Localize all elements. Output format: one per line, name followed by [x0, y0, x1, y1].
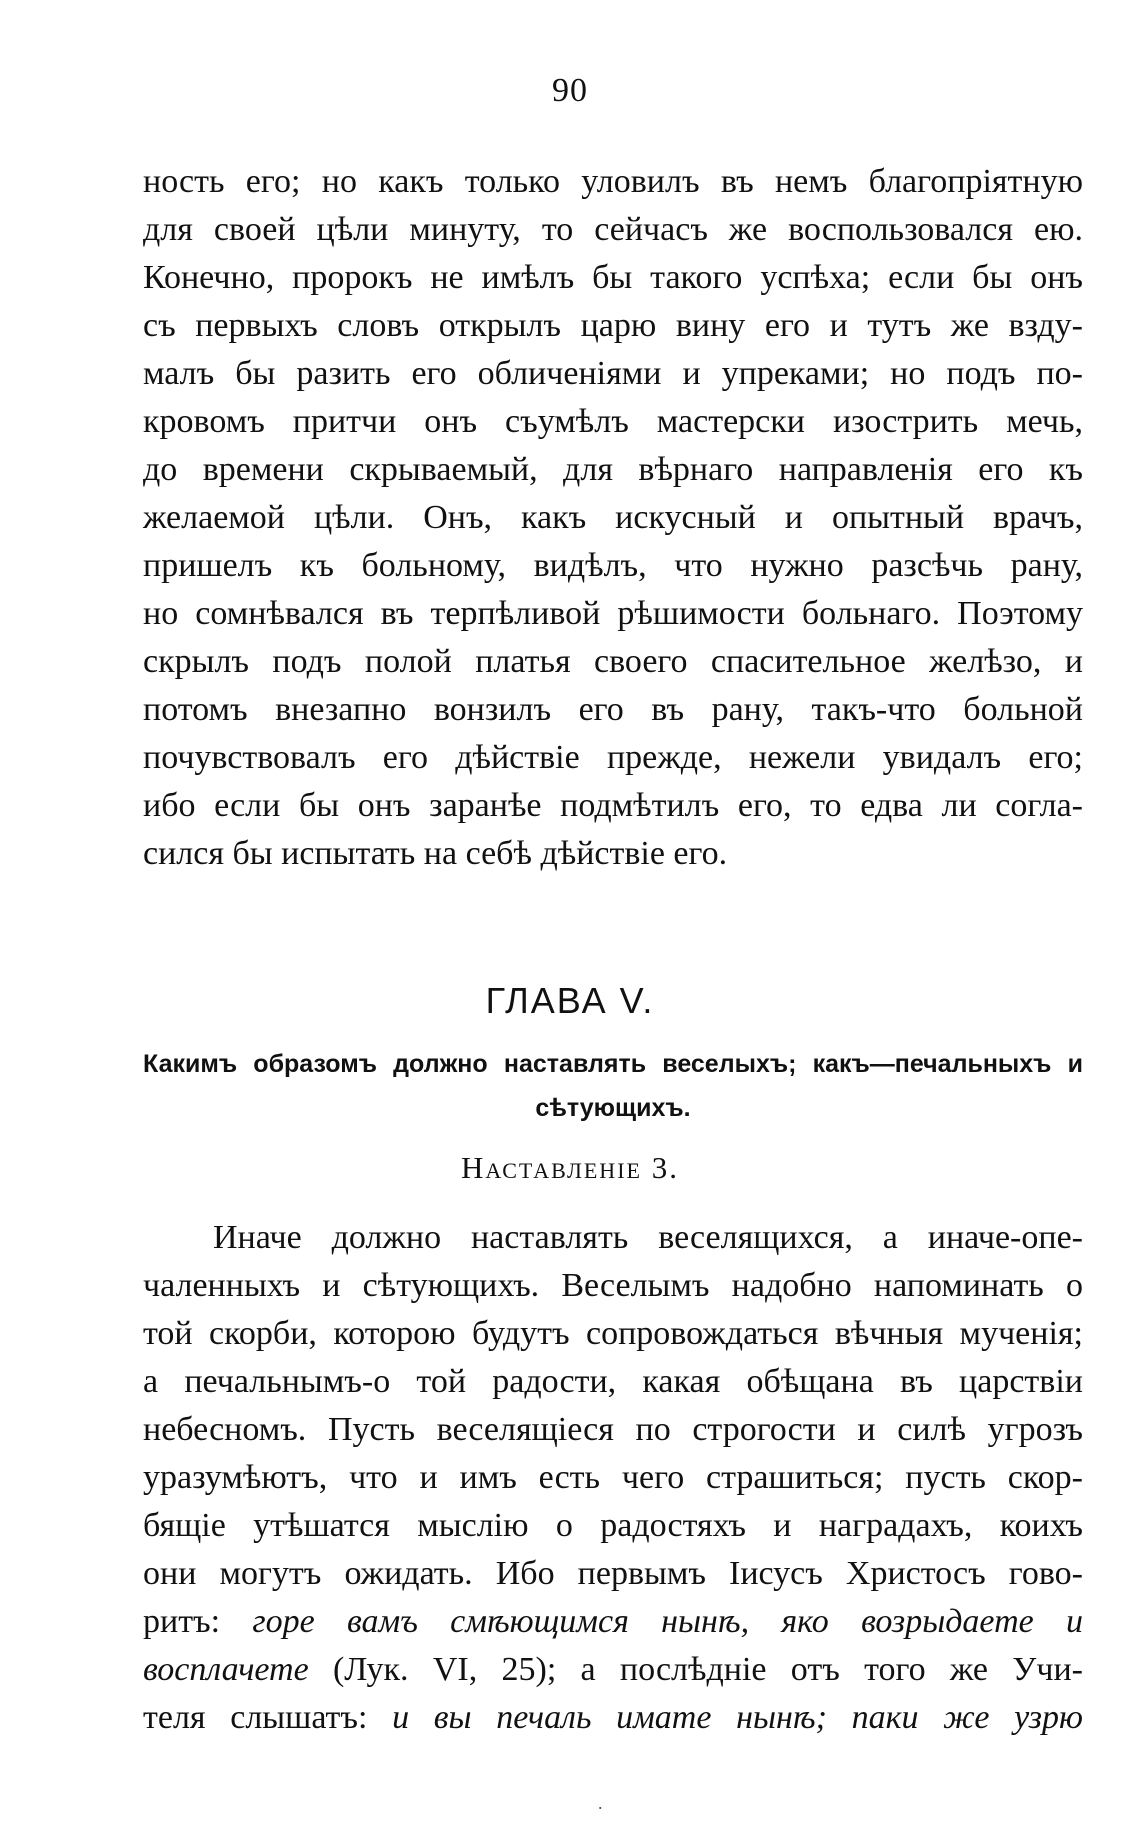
- page-number: 90: [552, 72, 588, 109]
- text-line: той скорби, которою будутъ сопровождаться вѣчныя мученія;: [143, 1315, 1083, 1352]
- text-line: Иначе должно наставлять веселящихся, а иначе-опе-: [213, 1219, 1083, 1256]
- text-line: [143, 1646, 1083, 1694]
- text-line: сился бы испытать на себѣ дѣйствіе его.: [143, 835, 728, 872]
- text-line: почувствовалъ его дѣйствіе прежде, нежели увидалъ его;: [143, 739, 1083, 776]
- text-run: ритъ:: [143, 1603, 253, 1640]
- text-line: [143, 1694, 1083, 1742]
- text-line: бящіе утѣшатся мыслію о радостяхъ и наградахъ, коихъ: [143, 1507, 1083, 1544]
- paragraph-1: [143, 158, 1083, 878]
- subtitle-line: Какимъ образомъ должно наставлять веселыхъ; какъ—печальныхъ и: [143, 1050, 1083, 1078]
- text-run: (Лук. VI, 25); а послѣдніе отъ того же Учи-: [308, 1651, 1083, 1688]
- quote-italic: горе вамъ смѣющимся нынѣ, яко возрыдаете и: [252, 1603, 1083, 1640]
- text-line: до времени скрываемый, для вѣрнаго направленія его къ: [143, 451, 1083, 488]
- quote-italic: и вы печаль имате нынѣ; паки же узрю: [392, 1699, 1083, 1736]
- subtitle-line: сѣтующихъ.: [535, 1094, 691, 1122]
- text-line: потомъ внезапно вонзилъ его въ рану, такъ-что больной: [143, 691, 1083, 728]
- text-line: скрылъ подъ полой платья своего спасительное желѣзо, и: [143, 643, 1083, 680]
- text-line: а печальнымъ-о той радости, какая обѣщана въ царствіи: [143, 1363, 1083, 1400]
- text-line: съ первыхъ словъ открылъ царю вину его и тутъ же взду-: [143, 307, 1083, 344]
- text-line: пришелъ къ больному, видѣлъ, что нужно разсѣчь рану,: [143, 547, 1083, 584]
- text-line: ность его; но какъ только уловилъ въ немъ благопріятную: [143, 163, 1083, 200]
- text-line: чаленныхъ и сѣтующихъ. Веселымъ надобно напоминать о: [143, 1267, 1083, 1304]
- text-line: уразумѣютъ, что и имъ есть чего страшиться; пусть скор-: [143, 1459, 1083, 1496]
- text-line: [143, 1598, 1083, 1646]
- text-line: желаемой цѣли. Онъ, какъ искусный и опытный врачъ,: [143, 499, 1083, 536]
- footer-mark: .: [598, 1793, 603, 1813]
- text-line: кровомъ притчи онъ съумѣлъ мастерски изострить мечь,: [143, 403, 1083, 440]
- section-title: Наставленіе 3.: [461, 1150, 679, 1185]
- chapter-title: ГЛАВА V.: [485, 980, 655, 1021]
- text-line: Конечно, пророкъ не имѣлъ бы такого успѣха; если бы онъ: [143, 259, 1083, 296]
- chapter-subtitle: [143, 1042, 1083, 1130]
- text-line: ибо если бы онъ заранѣе подмѣтилъ его, то едва ли согла-: [143, 787, 1083, 824]
- quote-italic: восплачете: [143, 1651, 309, 1688]
- text-line: они могутъ ожидать. Ибо первымъ Іисусъ Христосъ гово-: [143, 1555, 1083, 1592]
- text-line: небесномъ. Пусть веселящіеся по строгости и силѣ угрозъ: [143, 1411, 1083, 1448]
- paragraph-2: [143, 1214, 1083, 1742]
- text-line: для своей цѣли минуту, то сейчасъ же воспользовался ею.: [143, 211, 1083, 248]
- text-line: но сомнѣвался въ терпѣливой рѣшимости больнаго. Поэтому: [143, 595, 1083, 632]
- text-run: теля слышатъ:: [143, 1699, 393, 1736]
- text-line: малъ бы разить его обличеніями и упреками; но подъ по-: [143, 355, 1083, 392]
